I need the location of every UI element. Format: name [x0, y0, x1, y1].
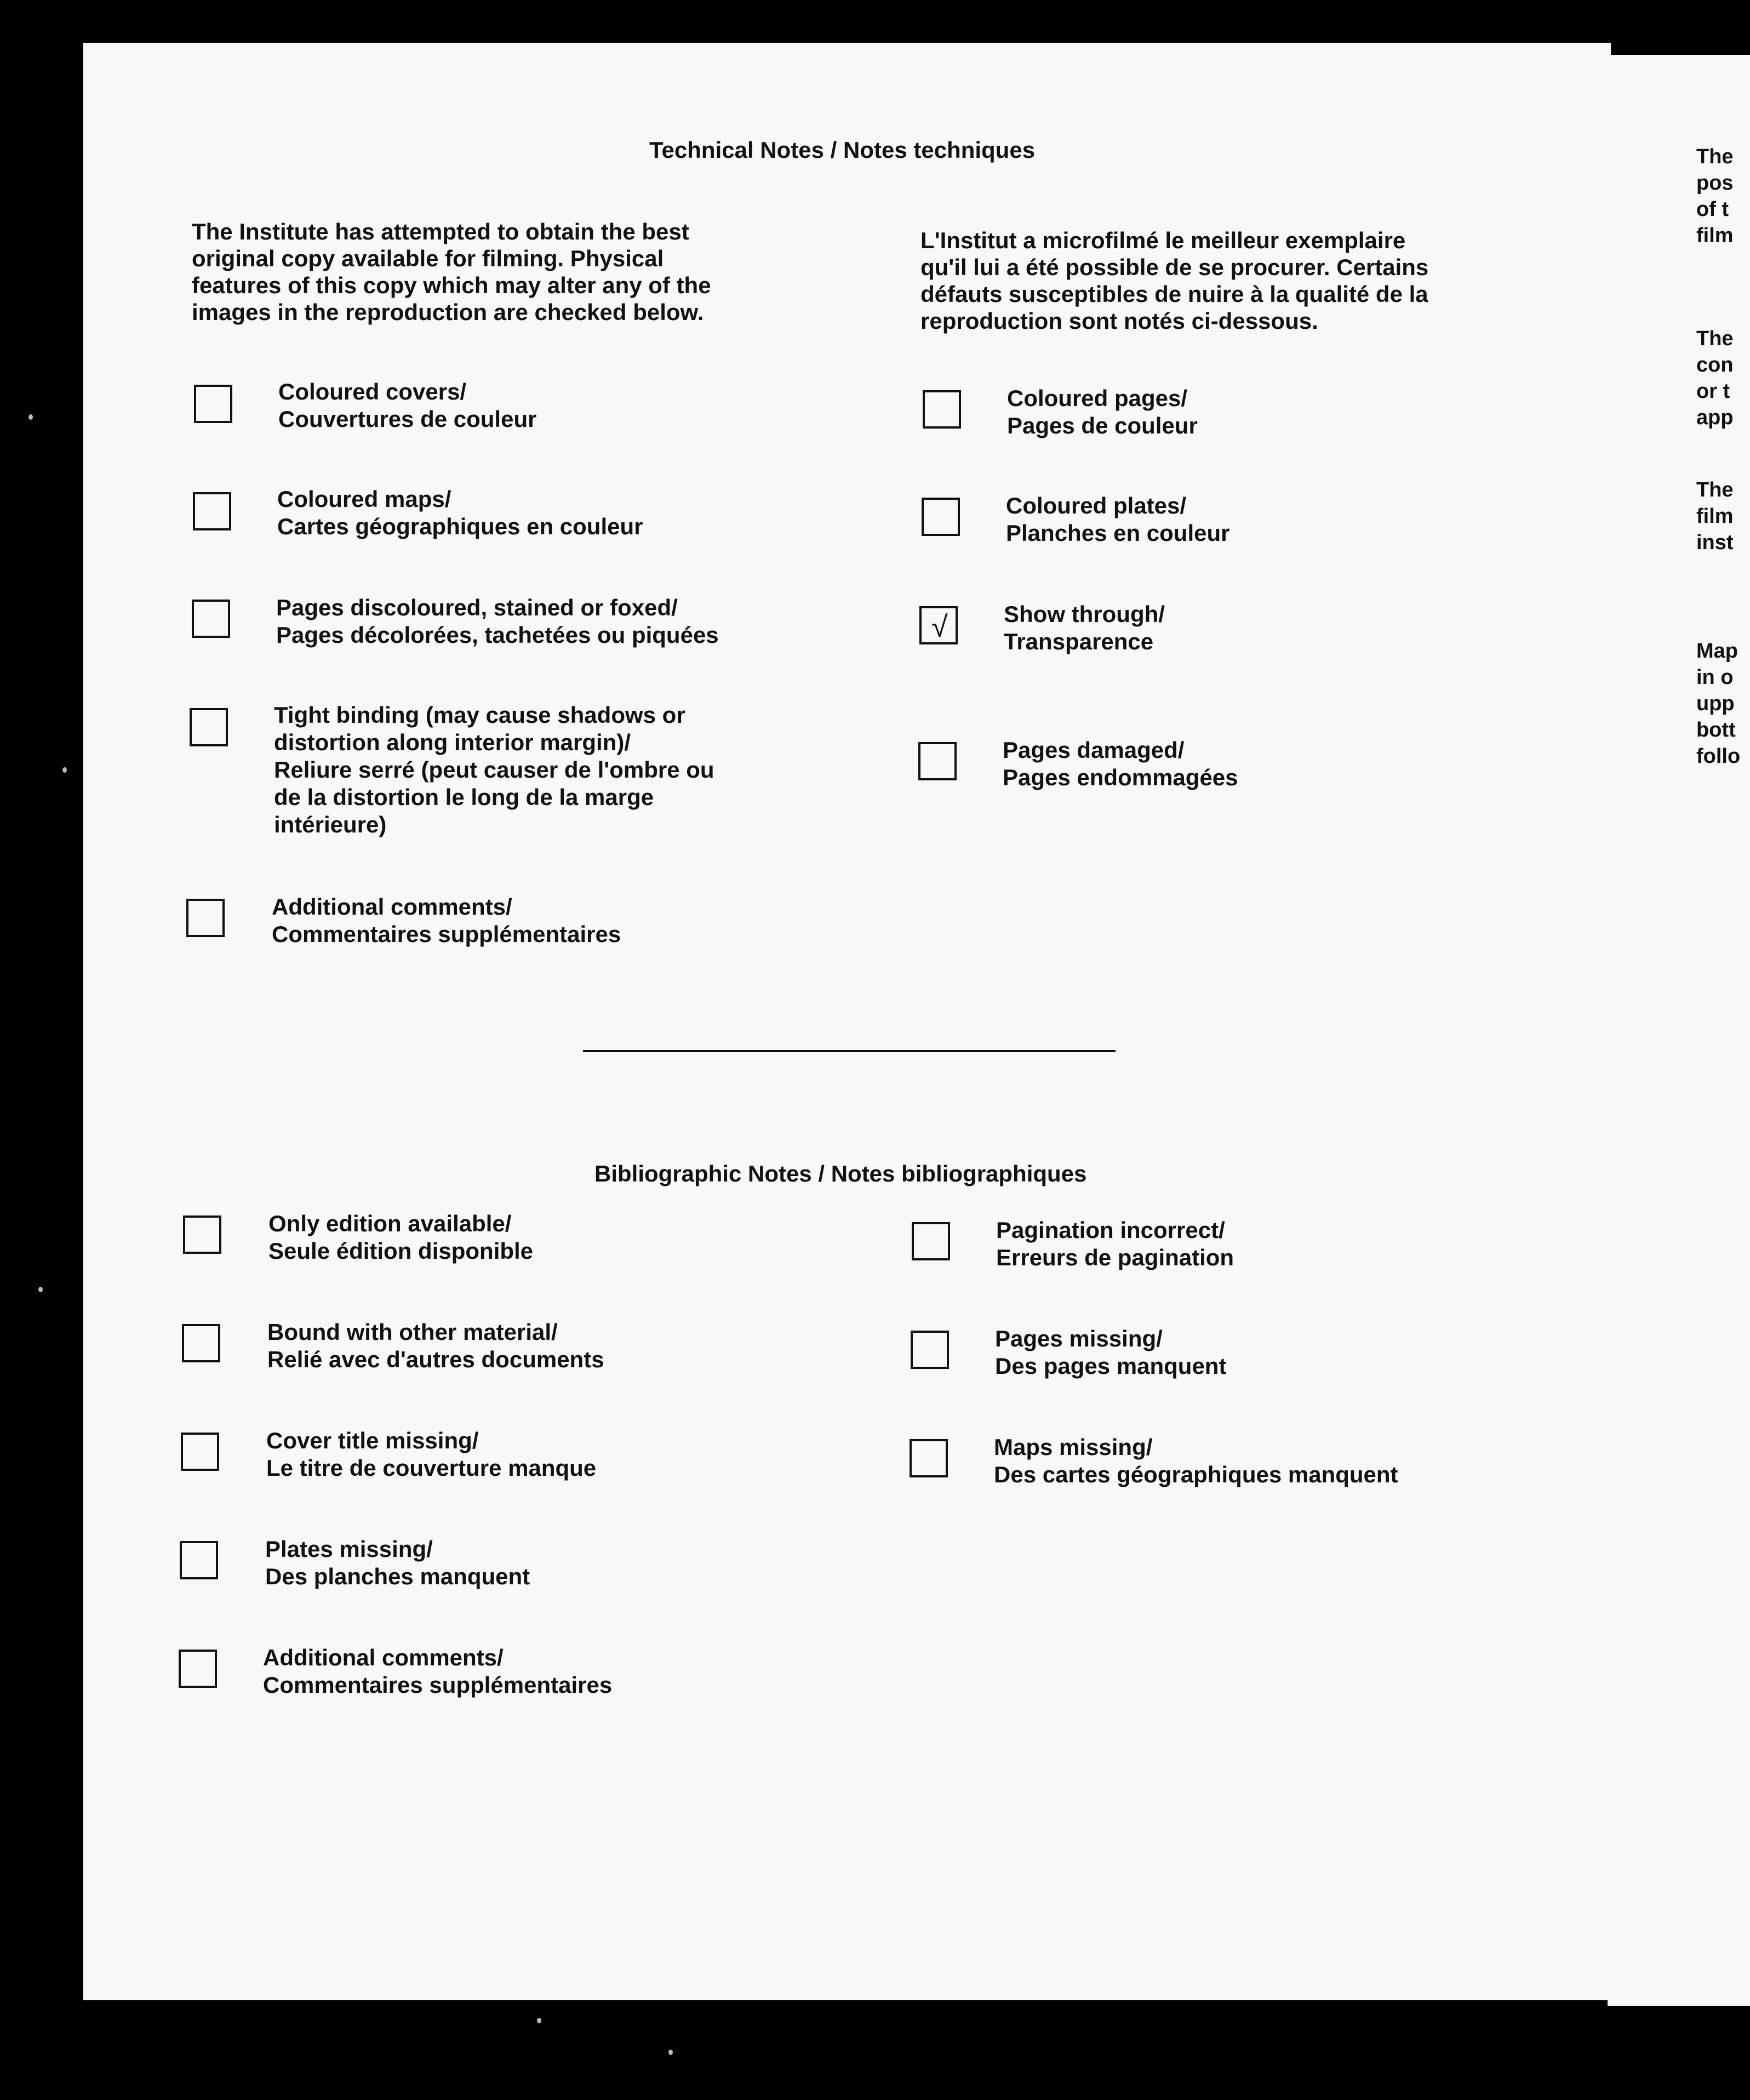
next-page-fragment: Map in o upp bott follo: [1696, 640, 1741, 768]
additional-comments-checkbox[interactable]: [186, 899, 225, 937]
show-through-checkbox[interactable]: [919, 606, 958, 644]
cover-title-missing-label: Cover title missing/ Le titre de couverture manque: [266, 1428, 597, 1481]
scan-speck: [537, 2018, 541, 2023]
maps-missing-checkbox[interactable]: [910, 1439, 948, 1477]
next-page-fragment: The pos of t film: [1696, 145, 1734, 247]
section-divider: [583, 1050, 1116, 1052]
pages-discoloured-checkbox[interactable]: [192, 600, 230, 638]
tight-binding-label: Tight binding (may cause shadows or distortion along interior margin)/ Reliure serré (peut causer de l'ombre ou de la distortion le long de la marge intérieure): [274, 702, 714, 837]
technical-notes-title: Technical Notes / Notes techniques: [649, 137, 1036, 163]
coloured-pages-label: Coloured pages/ Pages de couleur: [1007, 385, 1198, 438]
coloured-maps-label: Coloured maps/ Cartes géographiques en couleur: [277, 486, 643, 539]
next-page-fragment: The film inst: [1696, 478, 1734, 554]
coloured-maps-checkbox[interactable]: [193, 492, 231, 530]
technical-notes-page: [83, 43, 1611, 2000]
scan-speck: [668, 2050, 673, 2055]
tight-binding-checkbox[interactable]: [190, 708, 228, 746]
scan-speck: [38, 1287, 43, 1292]
coloured-pages-checkbox[interactable]: [923, 390, 961, 429]
scan-speck: [28, 414, 33, 420]
next-page-edge: [1608, 55, 1750, 2006]
only-edition-checkbox[interactable]: [183, 1216, 221, 1254]
scan-speck: [62, 767, 67, 773]
pages-missing-checkbox[interactable]: [911, 1331, 949, 1369]
bound-with-label: Bound with other material/ Relié avec d'autres documents: [267, 1319, 604, 1372]
plates-missing-checkbox[interactable]: [180, 1541, 218, 1579]
additional-comments-label: Additional comments/ Commentaires supplémentaires: [272, 894, 621, 947]
next-page-fragment: The con or t app: [1696, 327, 1734, 429]
check-mark-icon: √: [931, 610, 948, 643]
bibliographic-additional-comments-checkbox[interactable]: [179, 1650, 217, 1688]
pages-damaged-label: Pages damaged/ Pages endommagées: [1003, 737, 1238, 790]
coloured-plates-checkbox[interactable]: [922, 498, 960, 536]
bibliographic-notes-title: Bibliographic Notes / Notes bibliographiques: [594, 1161, 1087, 1186]
pagination-incorrect-label: Pagination incorrect/ Erreurs de pagination: [996, 1217, 1234, 1270]
only-edition-label: Only edition available/ Seule édition disponible: [268, 1211, 534, 1264]
coloured-covers-label: Coloured covers/ Couvertures de couleur: [278, 379, 537, 432]
plates-missing-label: Plates missing/ Des planches manquent: [265, 1536, 530, 1589]
intro-english: The Institute has attempted to obtain the best original copy available for filming. Physical features of this copy which may alter any of the images in the reproduction are checked below.: [192, 219, 711, 325]
bound-with-checkbox[interactable]: [182, 1324, 220, 1362]
coloured-plates-label: Coloured plates/ Planches en couleur: [1006, 493, 1230, 546]
show-through-label: Show through/ Transparence: [1004, 601, 1165, 654]
pages-discoloured-label: Pages discoloured, stained or foxed/ Pages décolorées, tachetées ou piquées: [276, 595, 719, 648]
pages-missing-label: Pages missing/ Des pages manquent: [995, 1326, 1227, 1379]
bibliographic-additional-comments-label: Additional comments/ Commentaires supplémentaires: [263, 1645, 613, 1698]
pages-damaged-checkbox[interactable]: [918, 742, 957, 780]
intro-french: L'Institut a microfilmé le meilleur exemplaire qu'il lui a été possible de se procurer. Certains défauts susceptibles de nuire à la qualité de la reproduction sont notés ci-dessous.: [920, 227, 1429, 334]
maps-missing-label: Maps missing/ Des cartes géographiques manquent: [994, 1434, 1398, 1487]
cover-title-missing-checkbox[interactable]: [181, 1433, 219, 1471]
coloured-covers-checkbox[interactable]: [194, 385, 232, 423]
pagination-incorrect-checkbox[interactable]: [912, 1222, 950, 1260]
